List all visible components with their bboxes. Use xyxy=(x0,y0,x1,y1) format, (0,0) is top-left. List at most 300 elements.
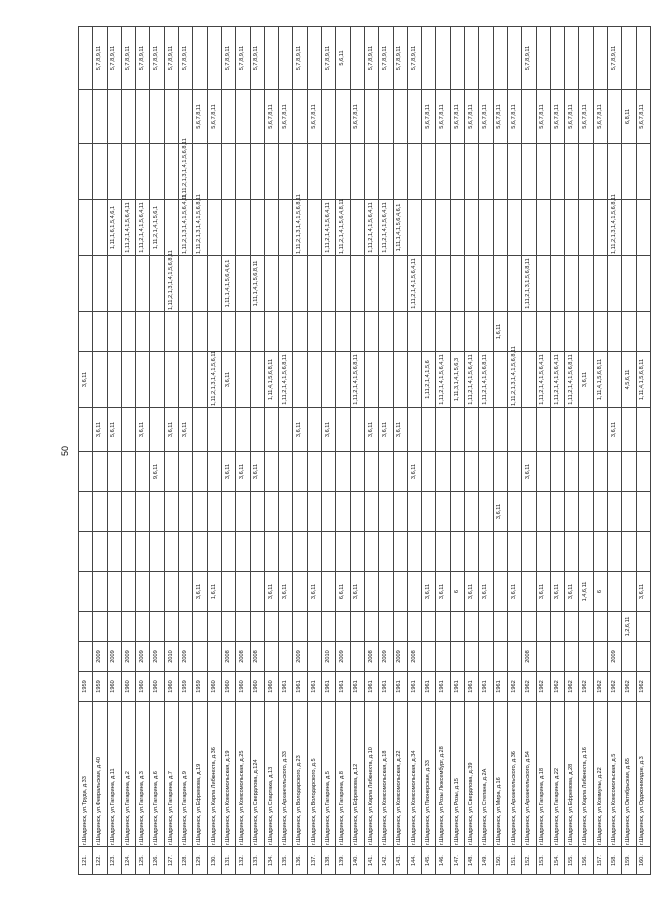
table-cell: 1,11,2,1,4,1,5,6,1 xyxy=(150,200,164,256)
table-cell: 2008 xyxy=(364,642,378,672)
table-cell: 1959 xyxy=(79,672,93,702)
address-cell: г.Шадринск, ул.Степана, д.2А xyxy=(479,702,493,847)
table-cell: 3,6,11 xyxy=(322,408,336,452)
address-cell: г.Шадринск, ул.Гагарина, д.8 xyxy=(336,702,350,847)
table-cell xyxy=(350,256,364,312)
table-cell xyxy=(179,352,193,408)
table-cell xyxy=(79,642,93,672)
table-cell xyxy=(407,532,421,572)
table-cell xyxy=(307,352,321,408)
table-cell xyxy=(436,408,450,452)
table-cell: 1,4,6,11 xyxy=(579,572,593,612)
table-cell: 5,7,8,9,11 xyxy=(250,27,264,90)
table-cell xyxy=(207,256,221,312)
table-cell xyxy=(636,200,650,256)
table-cell: 1962 xyxy=(565,672,579,702)
table-cell xyxy=(107,492,121,532)
table-cell: 1961 xyxy=(450,672,464,702)
table-cell xyxy=(507,408,521,452)
table-cell: 5,6,7,8,11 xyxy=(636,90,650,144)
table-cell xyxy=(536,642,550,672)
table-cell xyxy=(522,532,536,572)
table-cell xyxy=(179,492,193,532)
table-cell xyxy=(221,532,235,572)
table-cell: 3,6,11 xyxy=(79,352,93,408)
table-cell: 5,7,8,9,11 xyxy=(221,27,235,90)
table-cell xyxy=(379,532,393,572)
table-cell xyxy=(493,452,507,492)
table-cell xyxy=(264,612,278,642)
table-cell xyxy=(336,144,350,200)
table-cell: 1960 xyxy=(264,672,278,702)
table-cell xyxy=(150,612,164,642)
table-row xyxy=(293,27,307,875)
table-cell: 3,6,11 xyxy=(465,572,479,612)
row-number-cell: 157. xyxy=(593,847,607,875)
table-cell xyxy=(636,256,650,312)
table-cell xyxy=(279,200,293,256)
table-cell xyxy=(493,144,507,200)
table-cell xyxy=(436,532,450,572)
row-number-cell: 137. xyxy=(307,847,321,875)
table-cell xyxy=(107,612,121,642)
table-cell xyxy=(250,312,264,352)
table-cell: 5,6,7,8,11 xyxy=(193,90,207,144)
table-cell: 1,6,11 xyxy=(493,312,507,352)
table-cell xyxy=(522,90,536,144)
table-cell xyxy=(593,642,607,672)
table-cell xyxy=(436,612,450,642)
table-cell xyxy=(236,256,250,312)
row-number-cell: 124. xyxy=(121,847,135,875)
table-cell: 5,7,8,9,11 xyxy=(107,27,121,90)
table-cell: 1959 xyxy=(93,672,107,702)
table-cell xyxy=(422,532,436,572)
address-cell: г.Шадринск, ул.Коммуны, д.22 xyxy=(593,702,607,847)
table-cell xyxy=(322,312,336,352)
table-cell xyxy=(250,532,264,572)
table-cell xyxy=(179,452,193,492)
row-number-cell: 148. xyxy=(465,847,479,875)
address-cell: г.Шадринск, ул.Ефремова, д.12 xyxy=(350,702,364,847)
table-cell xyxy=(207,27,221,90)
table-cell: 5,7,8,9,11 xyxy=(236,27,250,90)
table-cell xyxy=(493,612,507,642)
table-cell: 5,7,8,9,11 xyxy=(136,27,150,90)
row-number-cell: 133. xyxy=(250,847,264,875)
table-cell: 1,11,2,1,4,1,5,6,4,11 xyxy=(136,200,150,256)
table-cell xyxy=(364,312,378,352)
table-cell xyxy=(607,256,621,312)
table-cell xyxy=(307,452,321,492)
table-cell xyxy=(565,492,579,532)
table-cell xyxy=(507,492,521,532)
table-cell xyxy=(436,452,450,492)
table-cell xyxy=(422,144,436,200)
table-cell: 5,7,8,9,11 xyxy=(364,27,378,90)
table-cell xyxy=(364,352,378,408)
table-cell xyxy=(279,452,293,492)
table-row xyxy=(407,27,421,875)
table-cell xyxy=(450,532,464,572)
table-cell xyxy=(307,642,321,672)
row-number-cell: 131. xyxy=(221,847,235,875)
table-cell: 3,6,11 xyxy=(221,452,235,492)
table-cell xyxy=(522,612,536,642)
table-cell: 3,6,11 xyxy=(264,572,278,612)
table-cell: 5,6,7,8,11 xyxy=(436,90,450,144)
table-cell xyxy=(264,144,278,200)
table-cell xyxy=(179,256,193,312)
table-cell xyxy=(279,144,293,200)
table-cell xyxy=(479,532,493,572)
table-cell xyxy=(79,256,93,312)
table-cell: 5,7,8,9,11 xyxy=(393,27,407,90)
row-number-cell: 138. xyxy=(322,847,336,875)
address-cell: г.Шадринск, ул.Комсомольская, д.34 xyxy=(407,702,421,847)
address-cell: г.Шадринск, ул.Орджоникидзе, д.3 xyxy=(636,702,650,847)
table-cell xyxy=(364,492,378,532)
table-row xyxy=(550,27,564,875)
table-cell xyxy=(107,532,121,572)
table-cell: 2009 xyxy=(179,642,193,672)
table-cell xyxy=(450,452,464,492)
table-cell: 1,11,2,1,3,1,4,1,5,6,8,11 xyxy=(507,352,521,408)
table-cell xyxy=(379,452,393,492)
table-cell xyxy=(593,408,607,452)
table-cell: 2009 xyxy=(93,642,107,672)
table-cell xyxy=(579,642,593,672)
row-number-cell: 136. xyxy=(293,847,307,875)
table-cell: 3,6,11 xyxy=(193,572,207,612)
table-cell xyxy=(293,144,307,200)
address-cell: г.Шадринск, ул.Гагарина, д.3 xyxy=(136,702,150,847)
address-cell: г.Шадринск, ул.Комсомольская, д.25 xyxy=(236,702,250,847)
table-cell xyxy=(422,612,436,642)
address-cell: г.Шадринск, ул.Комсомольская, д.19 xyxy=(221,702,235,847)
table-cell xyxy=(150,144,164,200)
table-cell xyxy=(422,642,436,672)
table-cell xyxy=(607,352,621,408)
table-cell xyxy=(322,352,336,408)
table-cell xyxy=(107,144,121,200)
table-cell: 1961 xyxy=(364,672,378,702)
table-cell xyxy=(450,200,464,256)
table-cell xyxy=(93,90,107,144)
table-cell xyxy=(579,200,593,256)
table-cell: 1,11,2,1,3,1,4,1,5,6,4,11 xyxy=(179,200,193,256)
table-cell: 2008 xyxy=(407,642,421,672)
table-cell: 3,6,11 xyxy=(422,572,436,612)
address-cell: г.Шадринск, ул.Архангельского, д.33 xyxy=(279,702,293,847)
table-cell xyxy=(307,312,321,352)
table-cell xyxy=(379,352,393,408)
table-cell xyxy=(407,144,421,200)
table-cell xyxy=(450,256,464,312)
table-cell xyxy=(150,352,164,408)
table-cell xyxy=(493,200,507,256)
table-cell: 1,11,3,1,4,1,5,6,3 xyxy=(450,352,464,408)
table-cell xyxy=(322,532,336,572)
table-cell xyxy=(565,612,579,642)
table-cell xyxy=(436,27,450,90)
table-cell: 1960 xyxy=(107,672,121,702)
table-cell xyxy=(550,144,564,200)
table-cell xyxy=(322,90,336,144)
table-cell xyxy=(393,256,407,312)
table-cell xyxy=(164,144,178,200)
table-cell: 5,6,7,8,11 xyxy=(536,90,550,144)
address-cell: г.Шадринск, ул.Гагарина, д.5 xyxy=(322,702,336,847)
table-cell: 1,11,2,1,3,1,4,1,5,6,8,11 xyxy=(179,144,193,200)
table-cell xyxy=(136,352,150,408)
table-row xyxy=(279,27,293,875)
table-cell xyxy=(93,144,107,200)
table-cell: 3,6,11 xyxy=(565,572,579,612)
table-cell xyxy=(350,532,364,572)
table-cell xyxy=(121,572,135,612)
table-cell: 3,6,11 xyxy=(579,352,593,408)
table-cell: 5,6,7,8,11 xyxy=(207,90,221,144)
row-number-cell: 141. xyxy=(364,847,378,875)
table-cell: 5,7,8,9,11 xyxy=(322,27,336,90)
table-cell: 1,11,2,1,4,1,5,6 xyxy=(422,352,436,408)
table-cell xyxy=(93,352,107,408)
table-cell xyxy=(364,90,378,144)
table-cell xyxy=(79,312,93,352)
table-cell xyxy=(565,532,579,572)
table-cell: 5,6,11 xyxy=(107,408,121,452)
table-cell: 1,11,2,1,4,1,5,6,4,11 xyxy=(407,256,421,312)
table-cell: 2008 xyxy=(522,642,536,672)
row-number-cell: 159. xyxy=(622,847,636,875)
table-cell: 3,6,11 xyxy=(307,572,321,612)
table-cell xyxy=(350,27,364,90)
table-cell xyxy=(522,408,536,452)
table-cell: 1960 xyxy=(164,672,178,702)
table-row xyxy=(636,27,650,875)
table-cell xyxy=(336,90,350,144)
table-cell xyxy=(636,312,650,352)
row-number-cell: 126. xyxy=(150,847,164,875)
table-cell xyxy=(193,642,207,672)
table-cell xyxy=(121,492,135,532)
table-cell xyxy=(207,144,221,200)
address-cell: г.Шадринск, ул.Гагарина, д.2 xyxy=(121,702,135,847)
table-cell xyxy=(193,408,207,452)
row-number-cell: 125. xyxy=(136,847,150,875)
table-cell: 5,6,7,8,11 xyxy=(507,90,521,144)
table-cell xyxy=(93,312,107,352)
table-cell: 2009 xyxy=(107,642,121,672)
table-cell xyxy=(236,352,250,408)
table-cell: 2009 xyxy=(150,642,164,672)
table-row xyxy=(450,27,464,875)
table-cell: 5,6,7,8,11 xyxy=(479,90,493,144)
table-cell xyxy=(522,492,536,532)
table-cell: 1,11,2,1,3,1,4,1,5,6,8,11 xyxy=(607,200,621,256)
table-cell: 1962 xyxy=(622,672,636,702)
table-cell xyxy=(593,27,607,90)
table-cell xyxy=(507,532,521,572)
row-number-cell: 158. xyxy=(607,847,621,875)
table-cell: 5,7,8,9,11 xyxy=(522,27,536,90)
table-cell: 1,11,2,1,4,1,5,6,8,11 xyxy=(479,352,493,408)
table-cell: 5,7,8,9,11 xyxy=(407,27,421,90)
row-number-cell: 145. xyxy=(422,847,436,875)
table-cell: 1960 xyxy=(236,672,250,702)
table-cell xyxy=(79,492,93,532)
table-cell: 1962 xyxy=(593,672,607,702)
table-cell xyxy=(250,572,264,612)
table-cell xyxy=(536,312,550,352)
table-cell xyxy=(479,492,493,532)
row-number-cell: 132. xyxy=(236,847,250,875)
table-cell xyxy=(450,642,464,672)
table-cell: 1959 xyxy=(193,672,207,702)
table-cell xyxy=(622,572,636,612)
address-cell: г.Шадринск, ул.Мира, д.16 xyxy=(493,702,507,847)
address-cell: г.Шадринск, ул.Комсомольская, д.5 xyxy=(607,702,621,847)
table-cell xyxy=(579,492,593,532)
address-cell: г.Шадринск, ул.Розы, д.15 xyxy=(450,702,464,847)
table-cell xyxy=(307,612,321,642)
table-cell xyxy=(79,408,93,452)
table-cell xyxy=(236,572,250,612)
table-cell: 1960 xyxy=(136,672,150,702)
table-cell xyxy=(236,312,250,352)
table-cell: 1960 xyxy=(221,672,235,702)
table-cell xyxy=(493,642,507,672)
table-cell xyxy=(636,492,650,532)
row-number-cell: 156. xyxy=(579,847,593,875)
table-cell: 1,11,2,1,4,1,5,6,4,11 xyxy=(550,352,564,408)
table-cell: 5,6,7,8,11 xyxy=(565,90,579,144)
table-cell xyxy=(593,144,607,200)
table-cell: 1,11,2,1,4,1,5,6,4,8,11 xyxy=(336,200,350,256)
table-cell xyxy=(465,256,479,312)
address-cell: г.Шадринск, ул.Гагарина, д.6 xyxy=(150,702,164,847)
table-cell xyxy=(393,492,407,532)
table-cell: 5,6,7,8,11 xyxy=(493,90,507,144)
table-cell: 4,5,6,11 xyxy=(622,352,636,408)
table-cell xyxy=(579,256,593,312)
table-cell xyxy=(322,572,336,612)
address-cell: г.Шадринск, ул.Труда, д.33 xyxy=(79,702,93,847)
table-cell xyxy=(593,200,607,256)
address-cell: г.Шадринск, ул.Гагарина, д.22 xyxy=(550,702,564,847)
table-cell xyxy=(622,312,636,352)
table-cell xyxy=(479,312,493,352)
table-cell xyxy=(179,612,193,642)
table-cell: 2009 xyxy=(136,642,150,672)
table-cell xyxy=(364,532,378,572)
table-cell xyxy=(622,144,636,200)
table-cell xyxy=(579,452,593,492)
table-cell xyxy=(250,408,264,452)
row-number-cell: 143. xyxy=(393,847,407,875)
table-cell xyxy=(422,452,436,492)
table-cell xyxy=(607,312,621,352)
table-cell: 2009 xyxy=(379,642,393,672)
table-cell xyxy=(207,612,221,642)
table-cell: 1,11,2,1,4,1,5,6,4,11 xyxy=(364,200,378,256)
table-cell xyxy=(579,612,593,642)
table-cell xyxy=(393,144,407,200)
table-cell xyxy=(550,532,564,572)
address-cell: г.Шадринск, ул.Октябрьская, д.65 xyxy=(622,702,636,847)
table-cell xyxy=(136,492,150,532)
table-cell: 2009 xyxy=(293,642,307,672)
table-cell xyxy=(450,612,464,642)
table-cell xyxy=(422,408,436,452)
table-cell: 1,11,2,1,4,1,5,6,4,11 xyxy=(436,352,450,408)
table-cell: 1962 xyxy=(550,672,564,702)
table-cell xyxy=(393,452,407,492)
table-cell xyxy=(579,27,593,90)
table-cell xyxy=(364,452,378,492)
table-cell xyxy=(579,144,593,200)
table-cell xyxy=(264,408,278,452)
table-cell xyxy=(264,642,278,672)
table-cell xyxy=(79,532,93,572)
table-cell: 1961 xyxy=(307,672,321,702)
table-cell xyxy=(121,612,135,642)
table-row xyxy=(393,27,407,875)
table-cell: 5,6,7,8,11 xyxy=(350,90,364,144)
table-cell: 1,11,2,1,3,1,5,6,8,11 xyxy=(522,256,536,312)
table-cell: 1,11,2,1,3,1,4,1,5,6,11 xyxy=(207,352,221,408)
table-cell: 3,6,11 xyxy=(479,572,493,612)
table-cell xyxy=(465,492,479,532)
table-cell xyxy=(507,144,521,200)
repair-schedule-table xyxy=(78,26,651,875)
table-row xyxy=(121,27,135,875)
table-cell xyxy=(479,256,493,312)
table-row xyxy=(593,27,607,875)
table-cell: 3,6,11 xyxy=(350,572,364,612)
table-cell xyxy=(550,256,564,312)
table-cell: 1960 xyxy=(150,672,164,702)
table-cell xyxy=(536,452,550,492)
table-cell: 1,11,2,1,4,1,5,6,8,11 xyxy=(350,352,364,408)
table-cell xyxy=(536,256,550,312)
table-cell xyxy=(379,256,393,312)
table-cell xyxy=(264,256,278,312)
table-cell: 3,6,11 xyxy=(93,408,107,452)
table-cell xyxy=(221,612,235,642)
table-cell xyxy=(565,27,579,90)
table-cell xyxy=(107,312,121,352)
table-cell xyxy=(322,452,336,492)
table-cell xyxy=(279,312,293,352)
table-cell xyxy=(507,200,521,256)
address-cell: г.Шадринск, ул.Карла Либкнехта, д.10 xyxy=(364,702,378,847)
table-cell xyxy=(336,612,350,642)
table-cell: 5,7,8,9,11 xyxy=(179,27,193,90)
table-cell xyxy=(479,27,493,90)
table-cell: 9,6,11 xyxy=(150,452,164,492)
table-cell xyxy=(164,200,178,256)
table-row xyxy=(479,27,493,875)
table-cell xyxy=(164,352,178,408)
table-cell xyxy=(636,642,650,672)
table-cell xyxy=(250,492,264,532)
address-cell: г.Шадринск, ул.Гагарина, д.9 xyxy=(179,702,193,847)
table-cell xyxy=(221,200,235,256)
table-cell xyxy=(150,90,164,144)
table-cell xyxy=(393,572,407,612)
